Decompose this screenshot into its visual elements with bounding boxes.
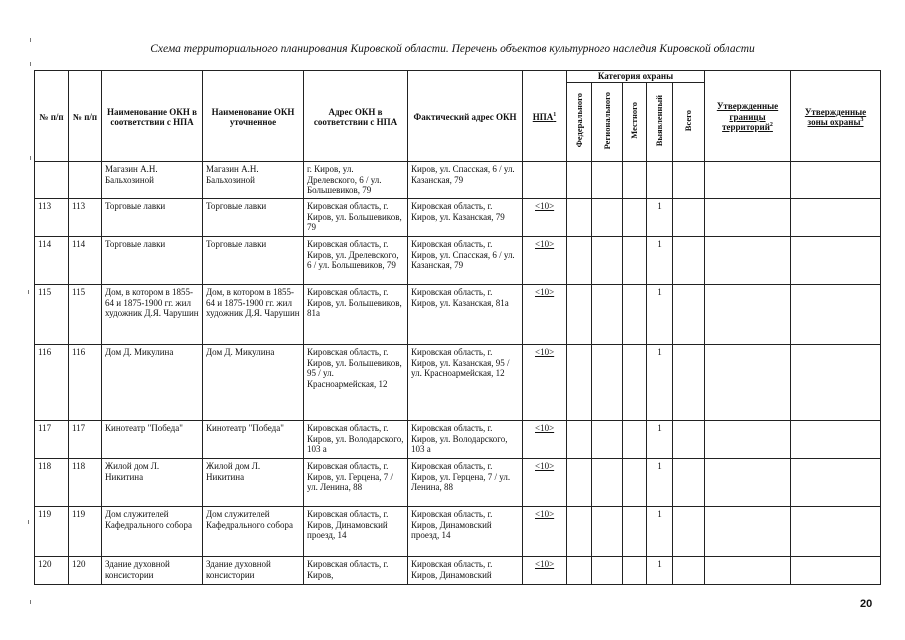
- cell-local: [623, 345, 647, 421]
- header-npp-1: № п/п: [35, 71, 69, 162]
- cell-zones: [791, 345, 881, 421]
- cell-federal: [567, 285, 592, 345]
- cell-npa: <10>: [523, 459, 567, 507]
- cell-refined-name: Дом Д. Микулина: [203, 345, 304, 421]
- cell-boundaries: [705, 507, 791, 557]
- cell-federal: [567, 345, 592, 421]
- cell-address: Кировская область, г. Киров, ул. Большевиков, 95 / ул. Красноармейская, 12: [304, 345, 408, 421]
- cell-name: Торговые лавки: [102, 199, 203, 237]
- cell-federal: [567, 199, 592, 237]
- cell-address: Кировская область, г. Киров, ул. Герцена, 7 / ул. Ленина, 88: [304, 459, 408, 507]
- cell-total: [673, 162, 705, 199]
- header-approved-zones: [791, 71, 881, 162]
- header-address-npa: Адрес ОКН в соответствии с НПА: [304, 71, 408, 162]
- cell-identified: 1: [647, 199, 673, 237]
- cell-npp-1: 118: [35, 459, 69, 507]
- header-name-refined: Наименование ОКН уточненное: [203, 71, 304, 162]
- cell-federal: [567, 557, 592, 585]
- header-approved-boundaries-label: Утвержденные границы территорий: [716, 101, 779, 133]
- cell-local: [623, 459, 647, 507]
- cell-npp-2: 115: [69, 285, 102, 345]
- cell-npp-2: 114: [69, 237, 102, 285]
- header-identified-label: Выявленный: [654, 94, 665, 147]
- table-row: [35, 421, 881, 459]
- cell-actual-address: Кировская область, г. Киров, Динамовский: [408, 557, 523, 585]
- cell-regional: [592, 199, 623, 237]
- cell-npp-1: 114: [35, 237, 69, 285]
- cell-address: Кировская область, г. Киров, ул. Володарского, 103 а: [304, 421, 408, 459]
- cell-total: [673, 345, 705, 421]
- table-row: [35, 237, 881, 285]
- cell-regional: [592, 162, 623, 199]
- cell-npa: <10>: [523, 199, 567, 237]
- cell-name: Жилой дом Л. Никитина: [102, 459, 203, 507]
- cell-address: Кировская область, г. Киров, ул. Большевиков, 81а: [304, 285, 408, 345]
- cell-refined-name: Торговые лавки: [203, 199, 304, 237]
- table-row: [35, 557, 881, 585]
- header-approved-boundaries: [705, 71, 791, 162]
- cell-address: Кировская область, г. Киров, ул. Большевиков, 79: [304, 199, 408, 237]
- cell-boundaries: [705, 421, 791, 459]
- cell-regional: [592, 421, 623, 459]
- cell-boundaries: [705, 345, 791, 421]
- header-npp-2: № п/п: [69, 71, 102, 162]
- cell-address: Кировская область, г. Киров,: [304, 557, 408, 585]
- page-number: 20: [860, 598, 873, 610]
- table-row: [35, 459, 881, 507]
- cell-regional: [592, 345, 623, 421]
- cell-identified: 1: [647, 237, 673, 285]
- table-row: [35, 162, 881, 199]
- header-total: [673, 82, 705, 162]
- cell-actual-address: Кировская область, г. Киров, ул. Герцена, 7 / ул. Ленина, 88: [408, 459, 523, 507]
- heritage-objects-table: [34, 70, 881, 585]
- cell-total: [673, 237, 705, 285]
- cell-name: Здание духовной консистории: [102, 557, 203, 585]
- cell-npp-1: 117: [35, 421, 69, 459]
- header-approved-zones-footnote: 3: [860, 117, 864, 123]
- header-identified: [647, 82, 673, 162]
- cell-federal: [567, 237, 592, 285]
- cell-local: [623, 421, 647, 459]
- cell-refined-name: Жилой дом Л. Никитина: [203, 459, 304, 507]
- cell-zones: [791, 199, 881, 237]
- cell-identified: 1: [647, 345, 673, 421]
- cell-regional: [592, 285, 623, 345]
- cell-name: Дом, в котором в 1855-64 и 1875-1900 гг. жил художник Д.Я. Чарушин: [102, 285, 203, 345]
- cell-npa: <10>: [523, 557, 567, 585]
- header-npa-footnote: 1: [553, 111, 557, 118]
- table-row: [35, 507, 881, 557]
- cell-name: Дом Д. Микулина: [102, 345, 203, 421]
- cell-npa: <10>: [523, 345, 567, 421]
- cell-npp-1: 119: [35, 507, 69, 557]
- cell-local: [623, 285, 647, 345]
- header-regional: [592, 82, 623, 162]
- cell-boundaries: [705, 285, 791, 345]
- cell-identified: 1: [647, 421, 673, 459]
- cell-federal: [567, 459, 592, 507]
- cell-actual-address: Кировская область, г. Киров, ул. Казанская, 95 / ул. Красноармейская, 12: [408, 345, 523, 421]
- cell-identified: 1: [647, 285, 673, 345]
- cell-npp-2: [69, 162, 102, 199]
- cell-boundaries: [705, 162, 791, 199]
- cell-refined-name: Здание духовной консистории: [203, 557, 304, 585]
- cell-local: [623, 237, 647, 285]
- cell-identified: 1: [647, 557, 673, 585]
- cell-federal: [567, 421, 592, 459]
- header-local-label: Местного: [629, 102, 640, 139]
- header-federal-label: Федерального: [573, 93, 584, 148]
- header-npa-label: НПА: [532, 111, 554, 122]
- cell-refined-name: Торговые лавки: [203, 237, 304, 285]
- cell-npp-1: 115: [35, 285, 69, 345]
- cell-actual-address: Кировская область, г. Киров, ул. Казанская, 81а: [408, 285, 523, 345]
- header-actual-address: Фактический адрес ОКН: [408, 71, 523, 162]
- table-row: [35, 199, 881, 237]
- page-title: Схема территориального планирования Кировской области. Перечень объектов культурного наследия Кировской области: [150, 43, 755, 55]
- cell-npp-2: 113: [69, 199, 102, 237]
- header-local: [623, 82, 647, 162]
- scan-margin-marks: [0, 0, 20, 640]
- cell-npa: <10>: [523, 507, 567, 557]
- cell-npp-1: [35, 162, 69, 199]
- cell-boundaries: [705, 237, 791, 285]
- cell-regional: [592, 557, 623, 585]
- cell-actual-address: Кировская область, г. Киров, ул. Казанская, 79: [408, 199, 523, 237]
- cell-npa: <10>: [523, 237, 567, 285]
- cell-npp-2: 117: [69, 421, 102, 459]
- header-regional-label: Регионального: [601, 91, 612, 150]
- cell-npp-1: 120: [35, 557, 69, 585]
- cell-regional: [592, 507, 623, 557]
- cell-local: [623, 162, 647, 199]
- table-row: [35, 285, 881, 345]
- cell-npp-1: 113: [35, 199, 69, 237]
- cell-total: [673, 285, 705, 345]
- cell-actual-address: Киров, ул. Спасская, 6 / ул. Казанская, 79: [408, 162, 523, 199]
- cell-zones: [791, 162, 881, 199]
- cell-zones: [791, 237, 881, 285]
- header-approved-zones-label: Утвержденные зоны охраны: [804, 106, 867, 127]
- cell-name: Магазин А.Н. Бальхозиной: [102, 162, 203, 199]
- cell-name: Торговые лавки: [102, 237, 203, 285]
- cell-total: [673, 421, 705, 459]
- cell-regional: [592, 237, 623, 285]
- cell-npa: [523, 162, 567, 199]
- cell-refined-name: Кинотеатр "Победа": [203, 421, 304, 459]
- cell-npp-1: 116: [35, 345, 69, 421]
- cell-zones: [791, 421, 881, 459]
- header-name-npa: Наименование ОКН в соответствии с НПА: [102, 71, 203, 162]
- cell-zones: [791, 507, 881, 557]
- header-approved-boundaries-footnote: 2: [769, 122, 773, 129]
- cell-actual-address: Кировская область, г. Киров, ул. Володарского, 103 а: [408, 421, 523, 459]
- cell-address: г. Киров, ул. Дрелевского, 6 / ул. Большевиков, 79: [304, 162, 408, 199]
- cell-local: [623, 557, 647, 585]
- header-npa: [523, 71, 567, 162]
- cell-refined-name: Дом служителей Кафедрального собора: [203, 507, 304, 557]
- header-federal: [567, 82, 592, 162]
- cell-zones: [791, 285, 881, 345]
- cell-boundaries: [705, 199, 791, 237]
- cell-name: Дом служителей Кафедрального собора: [102, 507, 203, 557]
- cell-total: [673, 507, 705, 557]
- cell-local: [623, 507, 647, 557]
- cell-identified: 1: [647, 507, 673, 557]
- table-header-row: [35, 71, 881, 83]
- cell-identified: [647, 162, 673, 199]
- cell-federal: [567, 162, 592, 199]
- cell-address: Кировская область, г. Киров, ул. Дрелевского, 6 / ул. Большевиков, 79: [304, 237, 408, 285]
- header-total-label: Всего: [683, 109, 694, 132]
- cell-npp-2: 120: [69, 557, 102, 585]
- cell-regional: [592, 459, 623, 507]
- cell-name: Кинотеатр "Победа": [102, 421, 203, 459]
- header-category: Категория охраны: [567, 71, 705, 83]
- cell-actual-address: Кировская область, г. Киров, Динамовский проезд, 14: [408, 507, 523, 557]
- cell-zones: [791, 459, 881, 507]
- cell-npp-2: 118: [69, 459, 102, 507]
- cell-total: [673, 557, 705, 585]
- cell-federal: [567, 507, 592, 557]
- cell-npa: <10>: [523, 285, 567, 345]
- cell-address: Кировская область, г. Киров, Динамовский проезд, 14: [304, 507, 408, 557]
- cell-boundaries: [705, 557, 791, 585]
- cell-local: [623, 199, 647, 237]
- cell-boundaries: [705, 459, 791, 507]
- cell-refined-name: Магазин А.Н. Бальхозиной: [203, 162, 304, 199]
- cell-refined-name: Дом, в котором в 1855-64 и 1875-1900 гг. жил художник Д.Я. Чарушин: [203, 285, 304, 345]
- cell-identified: 1: [647, 459, 673, 507]
- table-row: [35, 345, 881, 421]
- cell-total: [673, 199, 705, 237]
- cell-total: [673, 459, 705, 507]
- cell-actual-address: Кировская область, г. Киров, ул. Спасская, 6 / ул. Казанская, 79: [408, 237, 523, 285]
- cell-npp-2: 116: [69, 345, 102, 421]
- cell-npa: <10>: [523, 421, 567, 459]
- cell-npp-2: 119: [69, 507, 102, 557]
- cell-zones: [791, 557, 881, 585]
